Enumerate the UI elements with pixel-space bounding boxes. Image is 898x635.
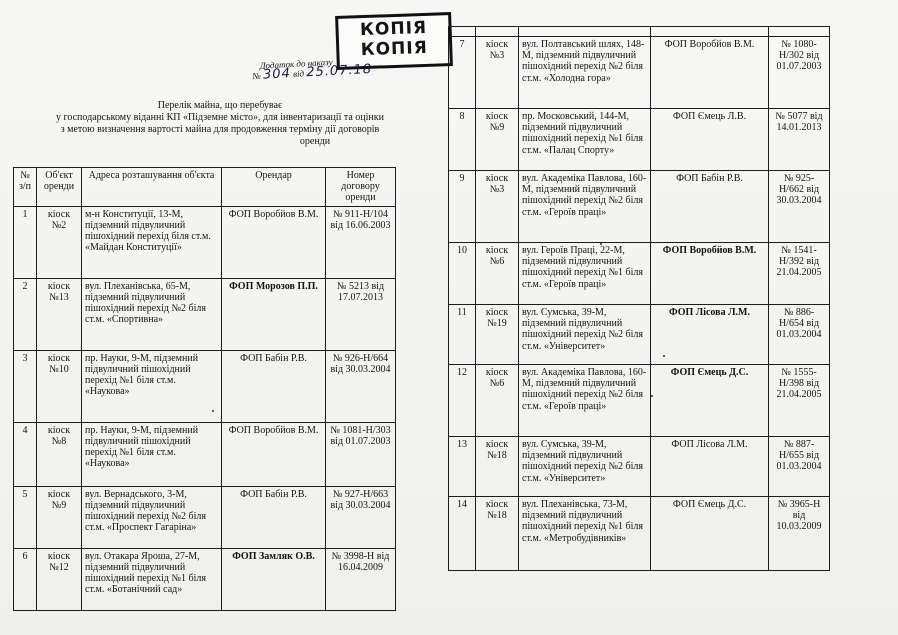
row-tenant: ФОП Воробйов В.М. — [222, 206, 326, 278]
stamp-line-1: КОПІЯ — [359, 17, 428, 41]
row-address: вул. Плеханівська, 65-М, підземний підвуличний пішохідний перехід №2 біля ст.м. «Спортивна» — [82, 278, 222, 350]
row-contract: № 911-Н/104 від 16.06.2003 — [326, 206, 396, 278]
row-object: кіоск №19 — [476, 305, 519, 365]
scan-speck — [600, 243, 602, 245]
row-tenant: ФОП Бабін Р.В. — [222, 350, 326, 422]
row-object: кіоск №9 — [37, 486, 82, 548]
table-header-row — [14, 168, 396, 207]
appendix-number-prefix: № — [252, 70, 262, 82]
table-row — [14, 486, 396, 548]
row-contract: № 1555-Н/398 від 21.04.2005 — [769, 365, 830, 437]
row-address: вул. Академіка Павлова, 160-М, підземний підвуличний пішохідний перехід №2 біля ст.м. «Героїв праці» — [519, 365, 651, 437]
row-contract: № 925-Н/662 від 30.03.2004 — [769, 171, 830, 243]
row-number: 14 — [449, 497, 476, 571]
row-contract: № 927-Н/663 від 30.03.2004 — [326, 486, 396, 548]
row-object: кіоск №9 — [476, 109, 519, 171]
row-object: кіоск №18 — [476, 497, 519, 571]
row-number: 11 — [449, 305, 476, 365]
row-address: вул. Сумська, 39-М, підземний підвуличний пішохідний перехід №2 біля ст.м. «Університет» — [519, 437, 651, 497]
row-contract: № 887-Н/655 від 01.03.2004 — [769, 437, 830, 497]
row-address: пр. Науки, 9-М, підземний підвуличний пішохідний перехід №1 біля ст.м. «Наукова» — [82, 350, 222, 422]
row-tenant: ФОП Воробйов В.М. — [651, 37, 769, 109]
table-row — [14, 422, 396, 486]
row-number: 12 — [449, 365, 476, 437]
scan-speck — [663, 355, 665, 357]
row-tenant: ФОП Лісова Л.М. — [651, 437, 769, 497]
row-tenant: ФОП Лісова Л.М. — [651, 305, 769, 365]
row-number: 4 — [14, 422, 37, 486]
row-object: кіоск №12 — [37, 548, 82, 610]
row-address: пр. Науки, 9-М, підземний підвуличний пішохідний перехід №1 біля ст.м. «Наукова» — [82, 422, 222, 486]
table-row — [449, 243, 830, 305]
stamp-line-2: КОПІЯ — [360, 37, 429, 61]
row-tenant: ФОП Ємець Д.С. — [651, 497, 769, 571]
order-appendix-note — [252, 55, 373, 81]
row-address: вул. Отакара Яроша, 27-М, підземний підвуличний пішохідний перехід №1 біля ст.м. «Ботанічний сад» — [82, 548, 222, 610]
property-table-right — [448, 26, 830, 571]
header-number: № з/п — [14, 168, 37, 207]
row-object: кіоск №3 — [476, 37, 519, 109]
table-top-strip — [449, 27, 830, 37]
scan-speck — [212, 410, 214, 412]
appendix-number: 304 — [262, 66, 292, 83]
table-row — [449, 37, 830, 109]
header-address: Адреса розташування об'єкта — [82, 168, 222, 207]
row-contract: № 886-Н/654 від 01.03.2004 — [769, 305, 830, 365]
row-number: 10 — [449, 243, 476, 305]
table-row — [449, 305, 830, 365]
row-number: 7 — [449, 37, 476, 109]
row-tenant: ФОП Воробйов В.М. — [222, 422, 326, 486]
header-contract: Номер договору оренди — [326, 168, 396, 207]
row-address: вул. Плеханівська, 73-М, підземний підвуличний пішохідний перехід №1 біля ст.м. «Метробудівників» — [519, 497, 651, 571]
heading-line-1: Перелік майна, що перебуває — [157, 100, 283, 111]
row-contract: № 1541-Н/392 від 21.04.2005 — [769, 243, 830, 305]
table-row — [449, 365, 830, 437]
table-row — [14, 548, 396, 610]
table-row — [449, 497, 830, 571]
row-number: 6 — [14, 548, 37, 610]
row-tenant: ФОП Воробйов В.М. — [651, 243, 769, 305]
row-number: 13 — [449, 437, 476, 497]
row-object: кіоск №2 — [37, 206, 82, 278]
row-address: вул. Вернадського, 3-М, підземний підвуличний пішохідний перехід №2 біля ст.м. «Проспект Гагаріна» — [82, 486, 222, 548]
heading-line-2: у господарському віданні КП «Підземне місто», для інвентаризації та оцінки — [56, 112, 384, 123]
row-contract: № 1081-Н/303 від 01.07.2003 — [326, 422, 396, 486]
heading-line-4: оренди — [299, 136, 331, 147]
row-object: кіоск №10 — [37, 350, 82, 422]
table-row — [449, 437, 830, 497]
row-address: пр. Московський, 144-М, підземний підвуличний пішохідний перехід №1 біля ст.м. «Палац Спорту» — [519, 109, 651, 171]
scan-speck — [651, 395, 653, 397]
table-row — [449, 171, 830, 243]
document-heading — [22, 100, 418, 148]
row-tenant: ФОП Ємець Д.С. — [651, 365, 769, 437]
row-number: 8 — [449, 109, 476, 171]
appendix-label: Додаток до наказу — [259, 56, 333, 71]
row-contract: № 5213 від 17.07.2013 — [326, 278, 396, 350]
row-tenant: ФОП Бабін Р.В. — [222, 486, 326, 548]
row-number: 9 — [449, 171, 476, 243]
row-number: 5 — [14, 486, 37, 548]
row-contract: № 3965-Н від 10.03.2009 — [769, 497, 830, 571]
table-row — [449, 109, 830, 171]
row-contract: № 5077 від 14.01.2013 — [769, 109, 830, 171]
row-tenant: ФОП Ємець Л.В. — [651, 109, 769, 171]
row-number: 3 — [14, 350, 37, 422]
row-object: кіоск №6 — [476, 365, 519, 437]
row-contract: № 1080-Н/302 від 01.07.2003 — [769, 37, 830, 109]
row-contract: № 926-Н/664 від 30.03.2004 — [326, 350, 396, 422]
row-tenant: ФОП Морозов П.П. — [222, 278, 326, 350]
row-object: кіоск №13 — [37, 278, 82, 350]
appendix-date: 25.07.18 — [305, 61, 373, 81]
row-object: кіоск №8 — [37, 422, 82, 486]
row-number: 2 — [14, 278, 37, 350]
table-row — [14, 278, 396, 350]
row-contract: № 3998-Н від 16.04.2009 — [326, 548, 396, 610]
row-object: кіоск №3 — [476, 171, 519, 243]
appendix-date-prefix: від — [292, 68, 305, 79]
row-address: вул. Академіка Павлова, 160-М, підземний підвуличний пішохідний перехід №2 біля ст.м. «Героїв праці» — [519, 171, 651, 243]
table-row — [14, 350, 396, 422]
row-number: 1 — [14, 206, 37, 278]
header-tenant: Орендар — [222, 168, 326, 207]
property-table-left — [13, 167, 396, 611]
table-row — [14, 206, 396, 278]
row-object: кіоск №18 — [476, 437, 519, 497]
heading-line-3: з метою визначення вартості майна для продовження терміну дії договорів — [60, 124, 380, 135]
row-tenant: ФОП Замляк О.В. — [222, 548, 326, 610]
row-address: м-н Конституції, 13-М, підземний підвуличний пішохідний перехід біля ст.м. «Майдан Конституції» — [82, 206, 222, 278]
row-address: вул. Полтавський шлях, 148-М, підземний підвуличний пішохідний перехід №2 біля ст.м. «Холодна гора» — [519, 37, 651, 109]
row-tenant: ФОП Бабін Р.В. — [651, 171, 769, 243]
row-address: вул. Героїв Праці, 22-М, підземний підвуличний пішохідний перехід №1 біля ст.м. «Героїв праці» — [519, 243, 651, 305]
header-object: Об'єкт оренди — [37, 168, 82, 207]
row-address: вул. Сумська, 39-М, підземний підвуличний пішохідний перехід №2 біля ст.м. «Університет» — [519, 305, 651, 365]
row-object: кіоск №6 — [476, 243, 519, 305]
